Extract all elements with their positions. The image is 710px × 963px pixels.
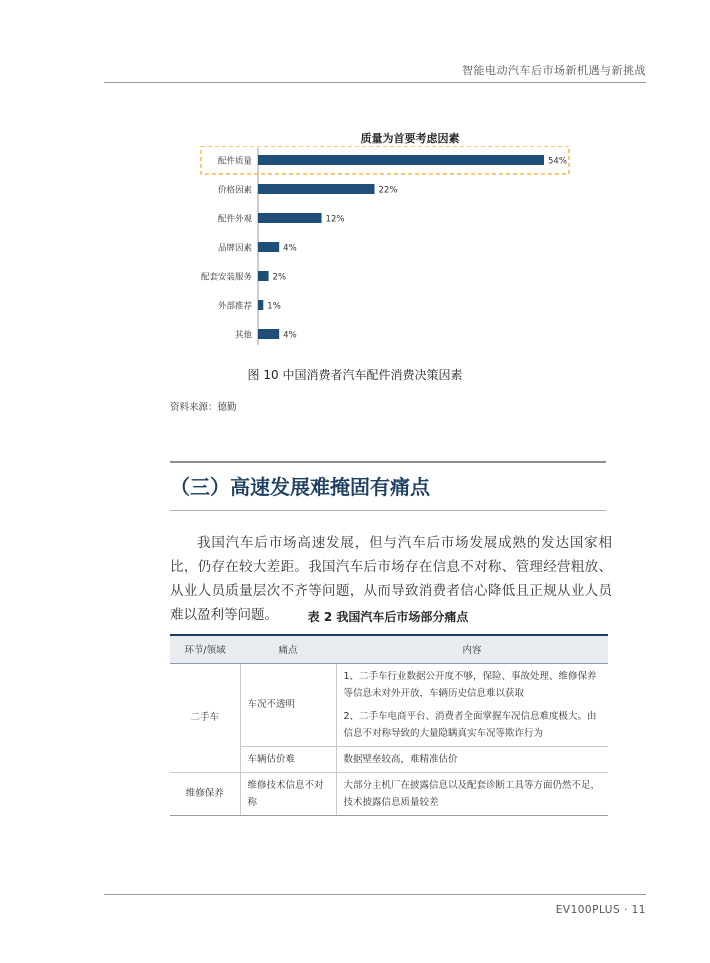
bar	[258, 242, 279, 252]
figure-source: 资料来源：德勤	[170, 402, 237, 413]
figure-caption: 图 10 中国消费者汽车配件消费决策因素	[247, 368, 463, 382]
category-label: 价格因素	[217, 185, 252, 196]
value-label: 2%	[272, 272, 287, 283]
bar	[258, 329, 279, 339]
table-caption: 表 2 我国汽车后市场部分痛点	[307, 610, 469, 624]
bar	[258, 213, 322, 223]
section-divider-top	[170, 461, 606, 463]
category-label: 配套安装服务	[200, 272, 252, 283]
value-label: 22%	[378, 185, 398, 196]
content-line: 2、二手车电商平台、消费者全面掌握车况信息难度极大。由信息不对称导致的大量隐瞒真实车况等欺诈行为	[343, 710, 597, 739]
value-label: 1%	[267, 301, 281, 312]
header-content: 内容	[336, 635, 608, 663]
content-line: 1、二手车行业数据公开度不够，保险、事故处理、维修保养等信息未对外开放，车辆历史信息难以获取	[343, 670, 597, 699]
category-label: 外部推荐	[217, 301, 252, 312]
section-heading: （三）高速发展难掩固有痛点	[170, 475, 430, 499]
footer-divider	[104, 894, 646, 895]
content-cell: 数据壁垒较高，难精准估价	[336, 746, 608, 772]
segment-cell: 维修保养	[170, 772, 240, 815]
pain-cell: 车况不透明	[240, 663, 336, 746]
content-cell: 大部分主机厂在披露信息以及配套诊断工具等方面仍然不足，技术披露信息质量较差	[336, 772, 608, 815]
category-label: 配件外观	[217, 214, 252, 225]
category-label: 品牌因素	[217, 243, 252, 254]
bar-chart	[200, 146, 600, 356]
value-label: 4%	[283, 330, 297, 341]
bar	[258, 271, 269, 281]
header-divider	[104, 82, 646, 83]
section-divider-bottom	[170, 510, 606, 511]
category-label: 其他	[234, 330, 252, 341]
value-label: 12%	[325, 214, 345, 225]
chart-title: 质量为首要考虑因素	[360, 132, 460, 145]
running-header: 智能电动汽车后市场新机遇与新挑战	[462, 64, 646, 77]
category-label: 配件质量	[217, 156, 252, 167]
table-header-row	[170, 635, 608, 663]
table-row	[170, 663, 608, 746]
pain-points-table	[170, 634, 608, 816]
bar	[258, 155, 544, 165]
body-paragraph: 我国汽车后市场高速发展，但与汽车后市场发展成熟的发达国家相比，仍存在较大差距。我国汽车后市场存在信息不对称、管理经营粗放、从业人员质量层次不齐等问题，从而导致消费者信心降低且正规从业人员难以盈利等问题。	[170, 535, 612, 623]
table-row	[170, 772, 608, 815]
pain-cell: 车辆估价难	[240, 746, 336, 772]
segment-cell: 二手车	[170, 663, 240, 772]
content-cell	[336, 663, 608, 746]
header-pain: 痛点	[240, 635, 336, 663]
bar	[258, 300, 263, 310]
value-label: 4%	[283, 243, 297, 254]
pain-cell: 维修技术信息不对称	[240, 772, 336, 815]
value-label: 54%	[548, 156, 567, 167]
header-segment: 环节/领域	[170, 635, 240, 663]
page-footer: EV100PLUS · 11	[555, 904, 646, 916]
bar	[258, 184, 375, 194]
